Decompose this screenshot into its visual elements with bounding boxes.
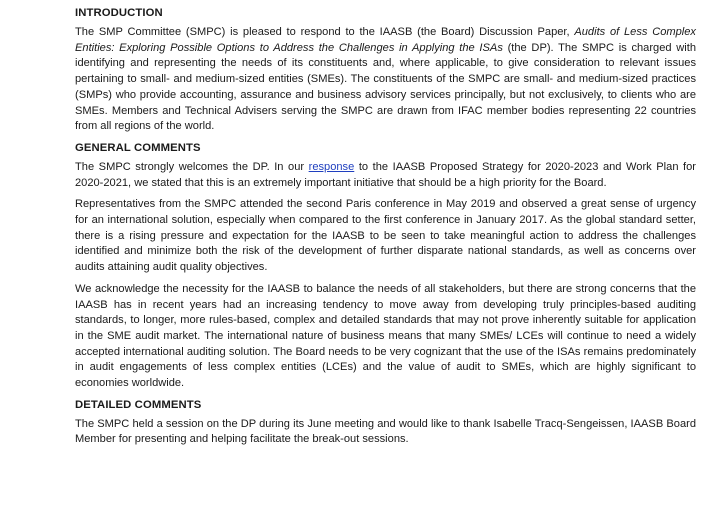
- general-paragraph-2: Representatives from the SMPC attended the second Paris conference in May 2019 and observed a great sense of urgency for an international solution, especially when compared to the first conference in January 2017. As the global standard setter, there is a rising pressure and expectation for the IAASB to be seen to take meaningful action to address the challenges identified and minimize both the risk of the development of further disparate national standards, as well as concerns over audits attaining audit quality objectives.: [75, 198, 696, 274]
- introduction-heading: INTRODUCTION: [75, 7, 163, 19]
- introduction-paragraph: [75, 25, 696, 135]
- intro-text-a: The SMP Committee (SMPC) is pleased to respond to the IAASB (the Board) Discussion Paper,: [75, 26, 575, 38]
- general-comments-heading: GENERAL COMMENTS: [75, 141, 201, 154]
- detailed-paragraph-1: The SMPC held a session on the DP during its June meeting and would like to thank Isabelle Tracq-Sengeissen, IAASB Board Member for presenting and helping facilitate the break-out sessions.: [75, 417, 696, 446]
- intro-text-b: (the DP). The SMPC is charged with identifying and representing the needs of its constituents and, where applicable, to give consideration to relevant issues pertaining to small- and medium-sized entities (SMEs). The constituents of the SMPC are small- and medium-sized practices (SMPs) who provide accounting, assurance and business advisory services principally, but not exclusively, to clients who are SMEs. Members and Technical Advisers serving the SMPC are drawn from IFAC member bodies representing 22 countries from all regions of the world.: [75, 41, 696, 133]
- general-p1-text-a: The SMPC strongly welcomes the DP. In our: [75, 160, 309, 173]
- general-p1-text-b: to the IAASB Proposed Strategy for 2020-2023 and Work Plan for 2020-2021, we stated that this is an extremely important initiative that should be a high priority for the Board.: [75, 160, 697, 189]
- response-link[interactable]: response: [308, 160, 355, 173]
- general-paragraph-3: We acknowledge the necessity for the IAASB to balance the needs of all stakeholders, but there are strong concerns that the IAASB has in recent years had an increasing tendency to move away from developing truly principles-based auditing standards, to longer, more rules-based, complex and detailed standards that may not prove inherently suitable for application in the SME audit market. The international nature of business means that many SMEs/ LCEs will continue to need a widely accepted international auditing solution. The Board needs to be very cognizant that the use of the ISAs remains predominately in audit engagements of less complex entities (LCEs) and the value of audit to SMEs, which are highly significant to economies worldwide.: [75, 282, 696, 390]
- discussion-paper-title: Audits of Less Complex Entities: Exploring Possible Options to Address the Challenges in Applying the ISAs: [75, 26, 696, 54]
- detailed-comments-heading: DETAILED COMMENTS: [75, 398, 202, 411]
- general-paragraph-1: [75, 160, 696, 191]
